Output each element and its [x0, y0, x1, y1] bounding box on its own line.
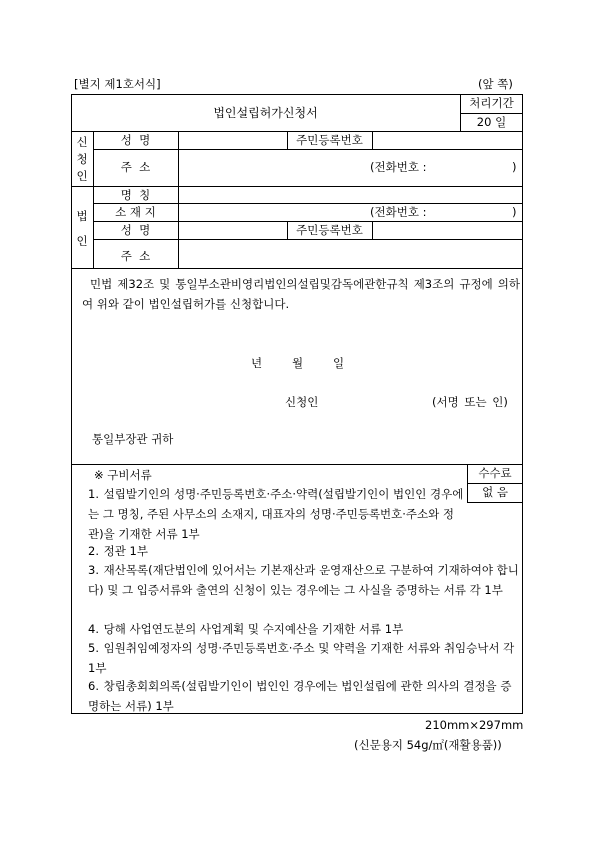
applicant-address-field[interactable]: [179, 150, 369, 185]
required-documents-heading: ※ 구비서류: [94, 468, 152, 482]
processing-period-label: 처리기간: [469, 96, 514, 110]
document-item: 5. 임원취임예정자의 성명·주민등록번호·주소 및 약력을 기재한 서류와 취임승낙서 각 1부: [88, 641, 515, 675]
corporation-location-label: 소 재 지: [115, 205, 156, 219]
representative-rrn-field[interactable]: [373, 222, 522, 238]
fee-value: 없 음: [482, 485, 508, 499]
document-item: 1. 설립발기인의 성명·주민등록번호·주소·약력(설립발기인이 법인인 경우에는 그 명칭, 주된 사무소의 소재지, 대표자의 성명·주민등록번호·주소와 정관)을 기재한 서류 1부: [88, 487, 464, 541]
applicant-phone-close: ): [512, 160, 517, 174]
recipient: 통일부장관 귀하: [92, 432, 174, 446]
signature-note: (서명 또는 인): [432, 395, 508, 409]
date-day: 일: [333, 356, 345, 370]
applicant-signature-label: 신청인: [285, 395, 319, 409]
document-item: 4. 당해 사업연도분의 사업계획 및 수지예산을 기재한 서류 1부: [88, 622, 404, 636]
applicant-rrn-field[interactable]: [373, 132, 522, 148]
form-title: 법인설립허가신청서: [213, 106, 318, 120]
corporation-name-label: 명 칭: [120, 188, 151, 202]
applicant-name-field[interactable]: [179, 132, 286, 148]
processing-period-value: 20 일: [476, 115, 507, 129]
corporation-name-field[interactable]: [179, 187, 522, 203]
page-side-label: (앞 쪽): [478, 77, 513, 91]
application-statement: 민법 제32조 및 통일부소관비영리법인의설립및감독에관한규칙 제3조의 규정에 의하여 위와 같이 법인설립허가를 신청합니다.: [82, 277, 520, 311]
document-item: 2. 정관 1부: [88, 544, 148, 558]
paper-size: 210mm×297mm: [425, 718, 524, 732]
paper-type: (신문용지 54g/㎡(재활용품)): [354, 738, 502, 752]
applicant-phone-label: (전화번호 :: [370, 160, 427, 174]
representative-name-label: 성 명: [120, 223, 151, 237]
applicant-name-label: 성 명: [120, 133, 151, 147]
applicant-address-label: 주 소: [120, 160, 151, 174]
representative-rrn-label: 주민등록번호: [296, 223, 363, 237]
representative-address-field[interactable]: [179, 240, 522, 267]
corporation-phone-close: ): [512, 205, 517, 219]
date-month: 월: [292, 356, 304, 370]
representative-address-label: 주 소: [120, 249, 151, 263]
corporation-phone-label: (전화번호 :: [370, 205, 427, 219]
fee-label: 수수료: [478, 466, 512, 480]
representative-name-field[interactable]: [179, 222, 286, 238]
corporation-location-field[interactable]: [179, 204, 369, 220]
document-item: 3. 재산목록(재단법인에 있어서는 기본재산과 운영재산으로 구분하여 기재하여야 합니다) 및 그 입증서류와 출연의 신청이 있는 경우에는 그 사실을 증명하는 서류 각 1부: [88, 563, 519, 597]
form-number: [별지 제1호서식]: [74, 77, 161, 91]
document-item: 6. 창립총회회의록(설립발기인이 법인인 경우에는 법인설립에 관한 의사의 결정을 증명하는 서류) 1부: [88, 679, 512, 713]
date-year: 년: [251, 356, 263, 370]
applicant-rrn-label: 주민등록번호: [296, 133, 363, 147]
